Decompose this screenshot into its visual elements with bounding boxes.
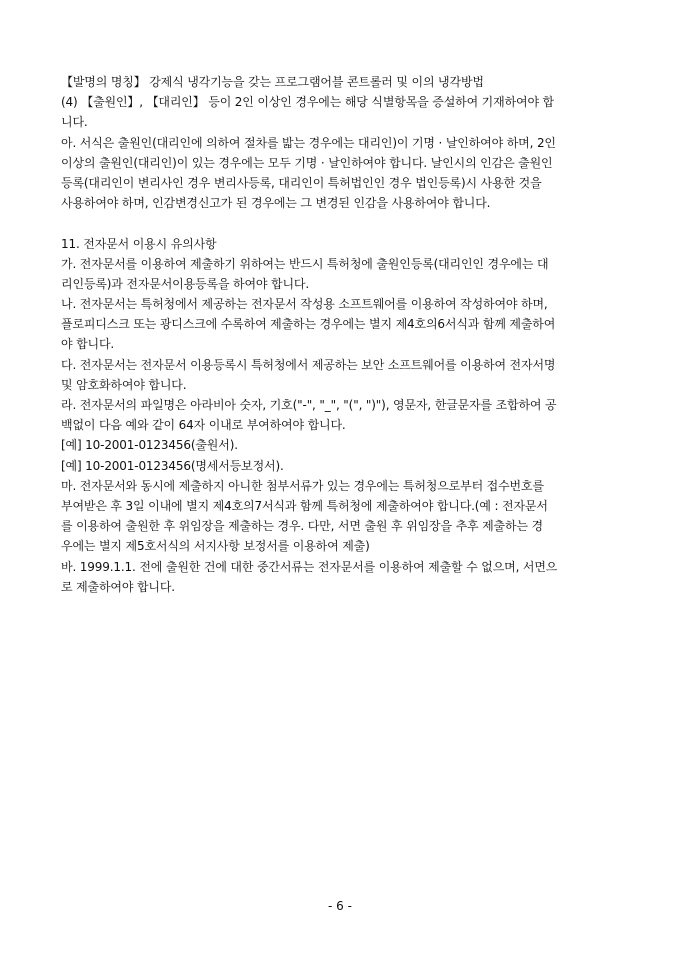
body-line: 나. 전자문서는 특허청에서 제공하는 전자문서 작성용 소프트웨어를 이용하여 작성하여야 하며,	[61, 297, 548, 312]
section-heading: 11. 전자문서 이용시 유의사항	[61, 236, 217, 251]
body-line: 야 합니다.	[61, 337, 115, 352]
blank-line	[61, 213, 623, 233]
body-line: 우에는 별지 제5호서식의 서지사항 보정서를 이용하여 제출)	[61, 539, 370, 554]
body-line: 바. 1999.1.1. 전에 출원한 건에 대한 중간서류는 전자문서를 이용하여 제출할 수 없으며, 서면으	[61, 559, 558, 574]
document-body	[61, 72, 623, 597]
body-line: (4) 【출원인】, 【대리인】 등이 2인 이상인 경우에는 해당 식별항목을 증설하여 기재하여야 합	[61, 95, 554, 110]
body-line: 라. 전자문서의 파일명은 아라비아 숫자, 기호("-", "_", "(", ")"), 영문자, 한글문자를 조합하여 공	[61, 398, 557, 412]
body-line: 백없이 다음 예와 같이 64자 이내로 부여하여야 합니다.	[61, 418, 346, 433]
body-line: 가. 전자문서를 이용하여 제출하기 위하여는 반드시 특허청에 출원인등록(대리인인 경우에는 대	[61, 256, 549, 271]
body-line: 로 제출하여야 합니다.	[61, 579, 175, 594]
body-line: 니다.	[61, 115, 88, 130]
body-line: 사용하여야 하며, 인감변경신고가 된 경우에는 그 변경된 인감을 사용하여야 합니다.	[61, 196, 491, 211]
page-number: - 6 -	[328, 899, 352, 913]
body-line: 이상의 출원인(대리인)이 있는 경우에는 모두 기명 · 날인하여야 합니다. 날인시의 인감은 출원인	[61, 155, 553, 170]
body-line: 마. 전자문서와 동시에 제출하지 아니한 첨부서류가 있는 경우에는 특허청으로부터 접수번호를	[61, 478, 544, 493]
body-line: 및 암호화하여야 합니다.	[61, 377, 187, 392]
body-line: 【발명의 명칭】 강제식 냉각기능을 갖는 프로그램어블 콘트롤러 및 이의 냉각방법	[61, 75, 484, 89]
body-line: 아. 서식은 출원인(대리인에 의하여 절차를 밟는 경우에는 대리인)이 기명 · 날인하여야 하며, 2인	[61, 135, 556, 150]
example-line: [예] 10-2001-0123456(명세서등보정서).	[61, 458, 284, 473]
body-line: 다. 전자문서는 전자문서 이용등록시 특허청에서 제공하는 보안 소프트웨어를 이용하여 전자서명	[61, 357, 556, 372]
body-line: 를 이용하여 출원한 후 위임장을 제출하는 경우. 다만, 서면 출원 후 위임장을 추후 제출하는 경	[61, 519, 543, 534]
body-line: 플로피디스크 또는 광디스크에 수록하여 제출하는 경우에는 별지 제4호의6서식과 함께 제출하여	[61, 317, 556, 332]
body-line: 부여받은 후 3일 이내에 별지 제4호의7서식과 함께 특허청에 제출하여야 합니다.(예 : 전자문서	[61, 498, 548, 513]
body-line: 리인등록)과 전자문서이용등록을 하여야 합니다.	[61, 276, 310, 291]
example-line: [예] 10-2001-0123456(출원서).	[61, 438, 238, 453]
body-line: 등록(대리인이 변리사인 경우 변리사등록, 대리인이 특허법인인 경우 법인등록)시 사용한 것을	[61, 175, 542, 190]
